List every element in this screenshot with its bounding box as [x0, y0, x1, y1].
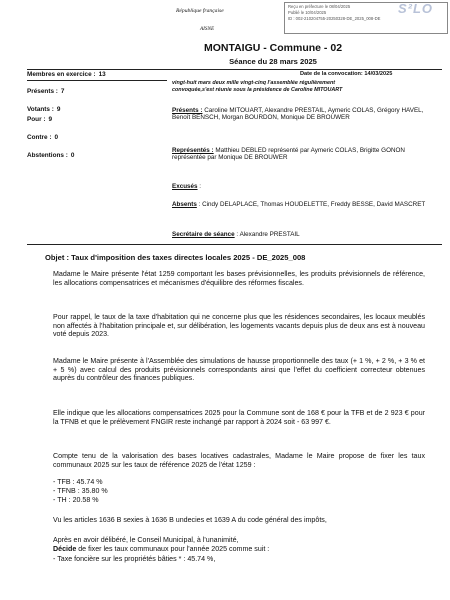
representes-list: Représentés : Matthieu DEBLED représenté par Aymeric COLAS, Brigitte GONON représentée par Monique DE BROUWER: [172, 147, 405, 162]
paragraph-decide: Décide de fixer les taux communaux pour l'année 2025 comme suit :: [53, 545, 270, 553]
excuses-list: Excusés :: [172, 183, 202, 190]
objet-title: Objet : Taux d'imposition des taxes directes locales 2025 - DE_2025_008: [45, 253, 306, 262]
taux-tfb: - TFB : 45.74 %: [53, 478, 103, 486]
presents-list: Présents : Caroline MITOUART, Alexandre PRESTAIL, Aymeric COLAS, Grégory HAVEL, Benoît BENSCH, Morgan BOURDON, Monique DE BROUWER: [172, 107, 424, 122]
commune-title: MONTAIGU - Commune - 02: [203, 42, 343, 54]
paragraph-taxe-habitation: Pour rappel, le taux de la taxe d'habitation qui ne concerne plus que les résidences secondaires, les locaux meublés non affectés à l'habitation principale et, sur délibération, les logements vacants depuis plus de deux ans est à nouveau voté depuis 2023.: [53, 313, 425, 339]
secretaire-de-seance: Secrétaire de séance : Alexandre PRESTAIL: [172, 231, 300, 238]
left-divider: [27, 80, 167, 81]
republique-label: République française: [176, 8, 224, 14]
pour-count: Pour : 9: [27, 116, 53, 123]
taux-taxe-fonciere-bati: - Taxe foncière sur les propriétés bâties * : 45.74 %,: [53, 555, 216, 563]
department-label: AISNE: [200, 26, 215, 32]
taux-th: - TH : 20.58 %: [53, 496, 99, 504]
stamp-id: ID : 002-210204755-20250328-DE_2025_008-DE: [288, 16, 381, 21]
stamp-published: Publié le 10/04/2025: [288, 10, 327, 15]
votants-count: Votants : 9: [27, 106, 61, 113]
presents-count: Présents : 7: [27, 88, 65, 95]
header-divider: [27, 69, 442, 70]
contre-count: Contre : 0: [27, 134, 59, 141]
membres-en-exercice: Membres en exercice : 13: [27, 71, 106, 78]
prefecture-stamp: [284, 2, 448, 34]
seance-date: Séance du 28 mars 2025: [229, 57, 317, 66]
taux-tfnb: - TFNB : 35.80 %: [53, 487, 108, 495]
slo-logo: S²LO: [397, 2, 433, 16]
stamp-received: Reçu en préfecture le 08/04/2025: [288, 4, 351, 9]
paragraph-simulations: Madame le Maire présente à l'Assemblée des simulations de hausse proportionnelle des taux (+ 1 %, + 2 %, + 3 % et + 5 %) avec calcul des produits prévisionnels correspondants ainsi que l'effet du coefficient correcteur obtenues auprès du contrôleur des finances publiques.: [53, 357, 425, 383]
paragraph-vu-articles: Vu les articles 1636 B sexies à 1636 B undecies et 1639 A du code général des impôts,: [53, 516, 327, 524]
section-divider: [27, 244, 442, 245]
paragraph-deliberation: Après en avoir délibéré, le Conseil Municipal, à l'unanimité,: [53, 536, 239, 544]
paragraph-proposition: Compte tenu de la valorisation des bases locatives cadastrales, Madame le Maire propose de fixer les taux communaux 2025 sur les taux de référence 2025 de l'état 1259 :: [53, 452, 425, 469]
paragraph-etat-1259: Madame le Maire présente l'état 1259 comportant les bases prévisionnelles, les produits prévisionnels de référence, les allocations compensatrices et mécanismes d'équilibre des réformes fiscales.: [53, 270, 425, 287]
convocation-intro: vingt-huit mars deux mille vingt-cinq l'assemblée régulièrement convoquée,s'est réunie sous la présidence de Caroline MITOUART: [172, 80, 343, 93]
absents-list: Absents : Cindy DELAPLACE, Thomas HOUDELETTE, Freddy BESSE, David MASCRET: [172, 201, 426, 208]
paragraph-allocations: Elle indique que les allocations compensatrices 2025 pour la Commune sont de 168 € pour la TFB et de 2 923 € pour la TFNB et que le prélèvement FNGIR reste inchangé par rapport à 2024 soit - 63 997 €.: [53, 409, 425, 426]
abstentions-count: Abstentions : 0: [27, 152, 75, 159]
convocation-date: Date de la convocation: 14/03/2025: [300, 71, 393, 77]
